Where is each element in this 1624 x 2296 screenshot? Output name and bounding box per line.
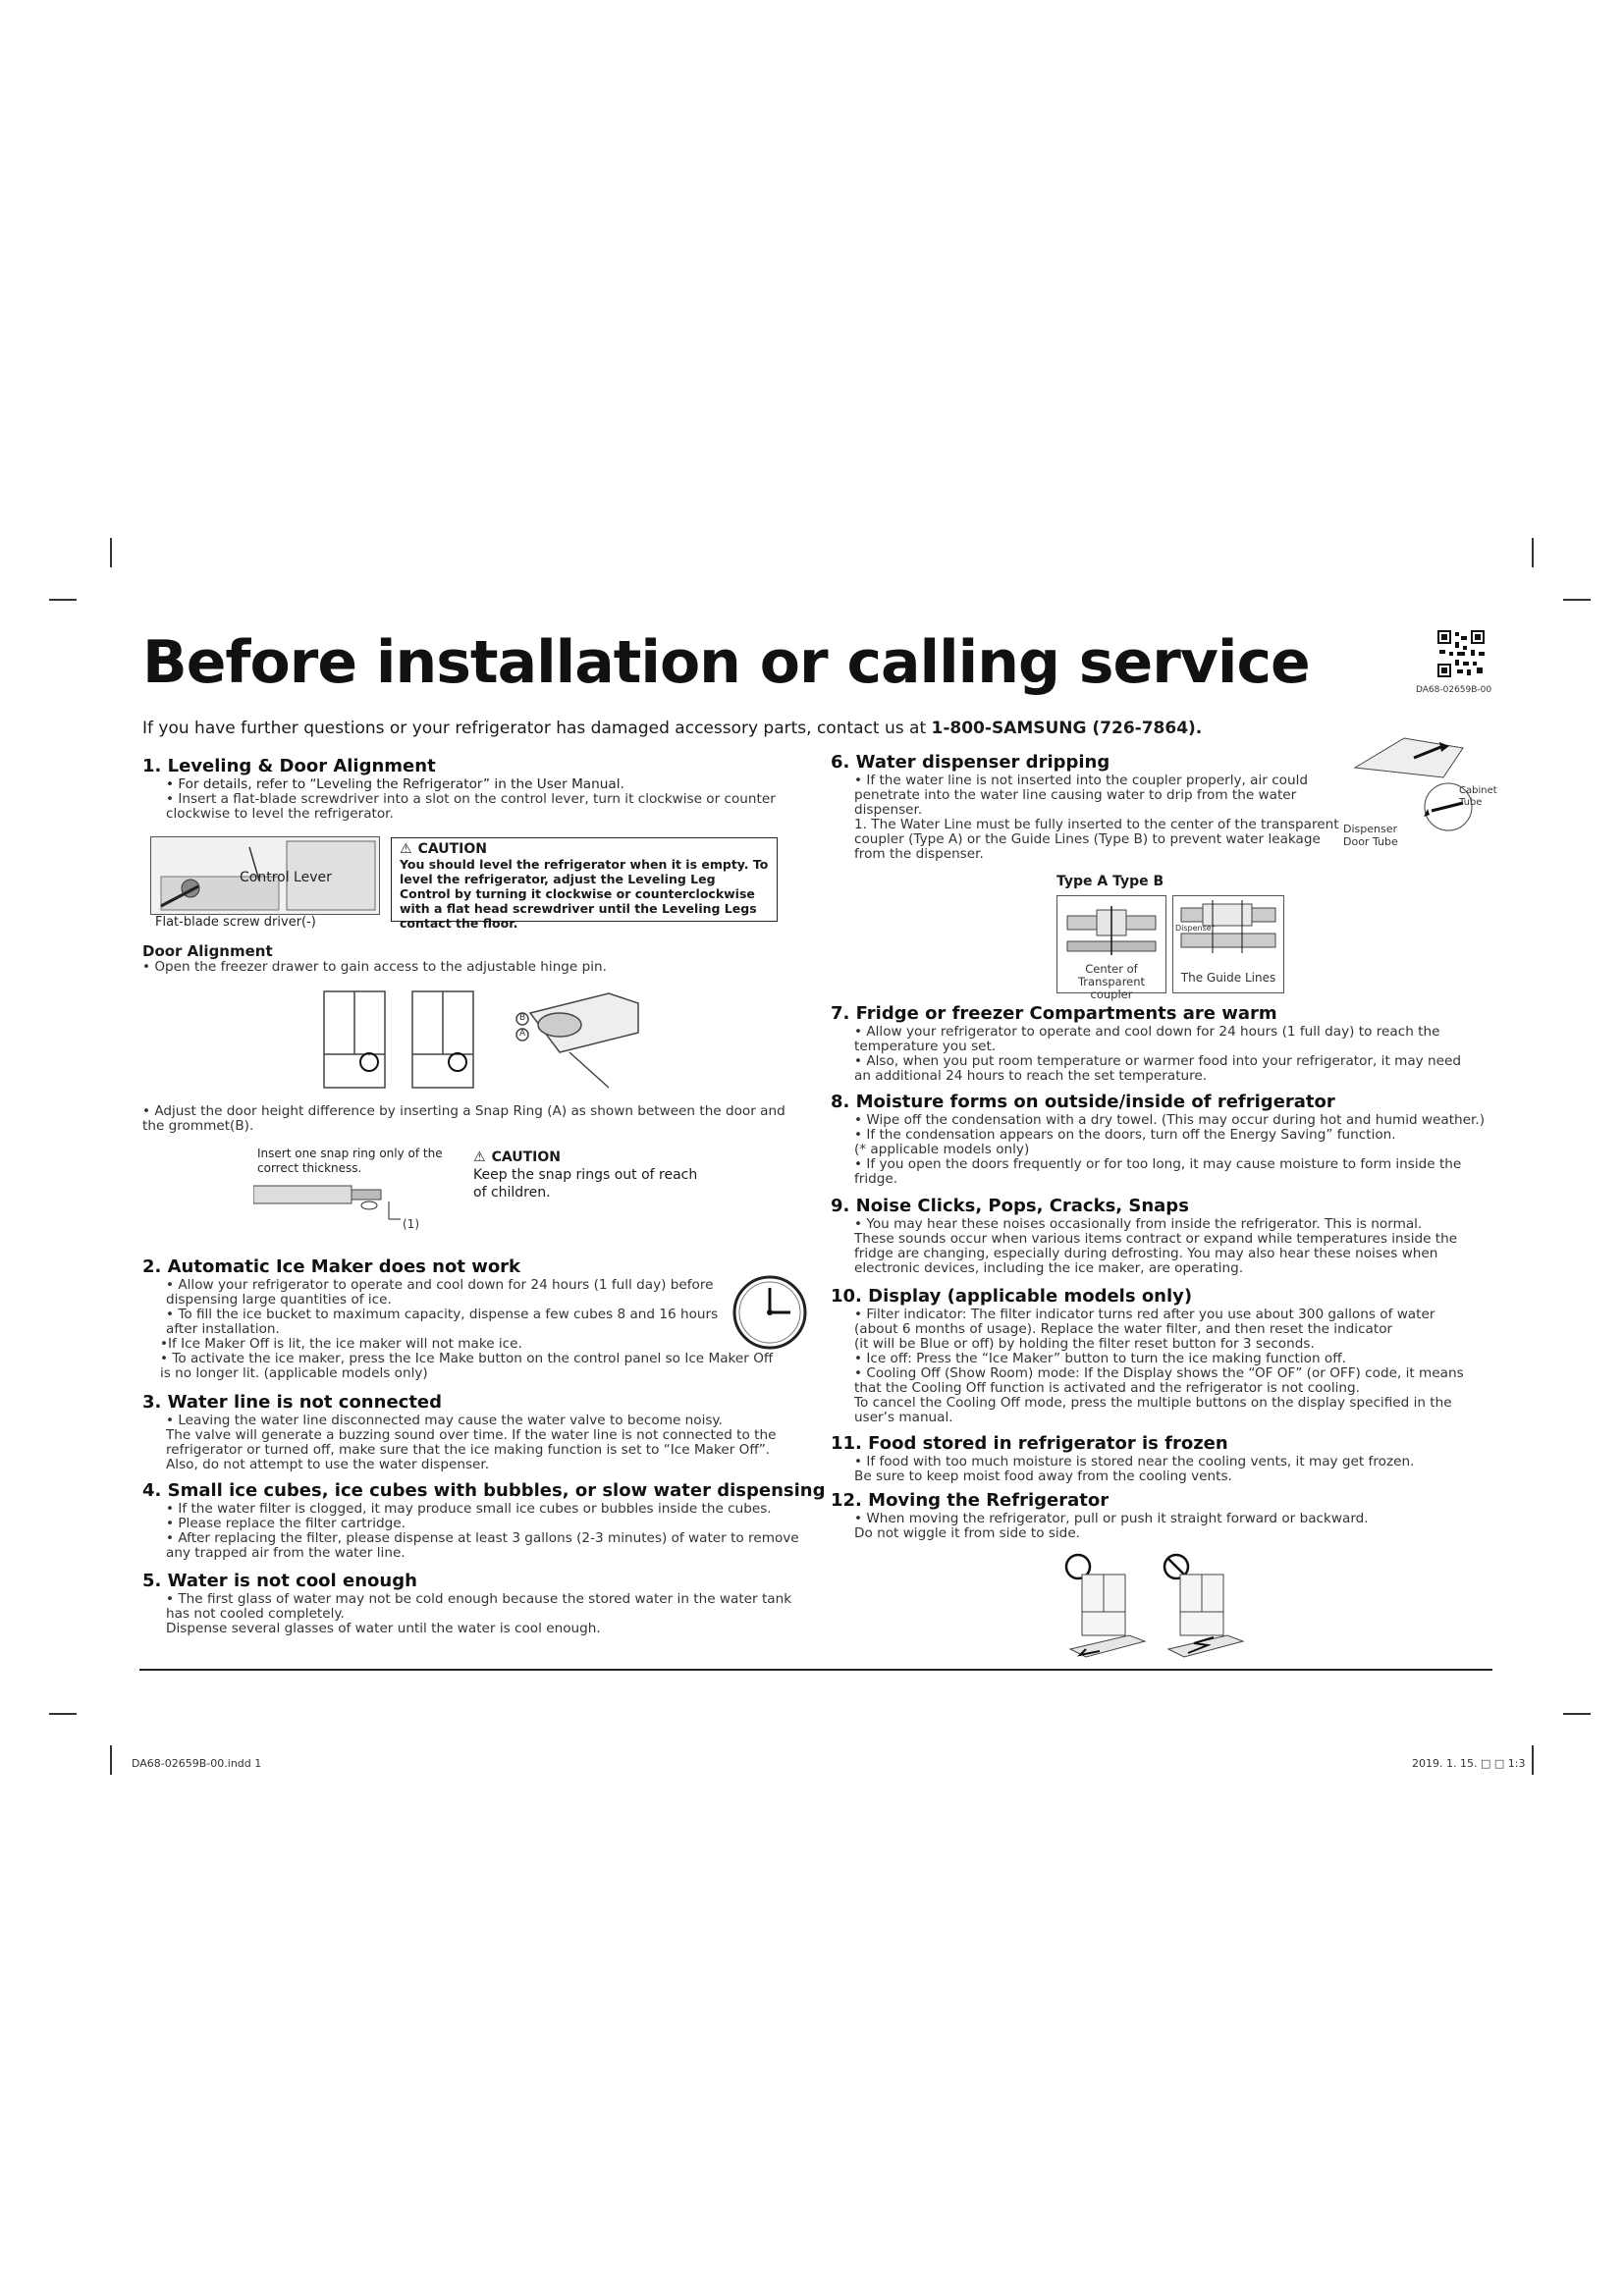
- section-compartments-warm: [831, 1003, 1508, 1084]
- section-heading: 10. Display (applicable models only): [831, 1286, 1193, 1307]
- snap-ring-text: [142, 1104, 810, 1134]
- section-water-line: [142, 1392, 810, 1472]
- text-line: coupler (Type A) or the Guide Lines (Type B) to prevent water leakage: [854, 831, 1321, 847]
- text-line: •If Ice Maker Off is lit, the ice maker will not make ice.: [160, 1336, 522, 1352]
- text-line: dispensing large quantities of ice.: [166, 1292, 392, 1308]
- section-moving: [831, 1490, 1508, 1541]
- cabinet-tube-label: Cabinet Tube: [1459, 785, 1497, 808]
- dispenser-tube-illustration: [1345, 728, 1492, 836]
- intro-prefix: If you have further questions or your refrigerator has damaged accessory parts, contact us at: [142, 719, 932, 738]
- text-line: 1. The Water Line must be fully inserted to the center of the transparent: [854, 817, 1339, 832]
- section-heading: 5. Water is not cool enough: [142, 1571, 417, 1591]
- text-line: user’s manual.: [854, 1410, 953, 1425]
- text-line: Do not wiggle it from side to side.: [854, 1525, 1080, 1541]
- text-line: electronic devices, including the ice maker, are operating.: [854, 1260, 1244, 1276]
- crop-mark: [49, 1713, 77, 1715]
- door-alignment-illustration: [314, 984, 648, 1092]
- text-line: • For details, refer to “Leveling the Refrigerator” in the User Manual.: [166, 776, 624, 792]
- text-line: penetrate into the water line causing water to drip from the water: [854, 787, 1297, 803]
- text-line: • Please replace the filter cartridge.: [166, 1516, 406, 1531]
- caution-heading: ⚠ CAUTION: [400, 841, 487, 857]
- section-small-ice: [142, 1480, 826, 1561]
- text-line: • Open the freezer drawer to gain access to the adjustable hinge pin.: [142, 959, 607, 975]
- footer-timestamp: 2019. 1. 15. □ □ 1:3: [1412, 1757, 1526, 1770]
- screwdriver-label: Flat-blade screw driver(-): [155, 915, 316, 930]
- divider: [139, 1669, 1492, 1671]
- dispenser-door-tube-label: Dispenser Door Tube: [1343, 823, 1398, 848]
- type-labels: Type A Type B: [1056, 874, 1164, 889]
- text-line: To cancel the Cooling Off mode, press the multiple buttons on the display specified in the: [854, 1395, 1452, 1411]
- caution-2: [473, 1148, 709, 1201]
- clock-icon: [731, 1274, 808, 1351]
- text-line: • If the condensation appears on the doors, turn off the Energy Saving” function.: [854, 1127, 1396, 1143]
- text-line: from the dispenser.: [854, 846, 984, 862]
- section-heading: 12. Moving the Refrigerator: [831, 1490, 1110, 1511]
- text-line: • If the water filter is clogged, it may produce small ice cubes or bubbles inside the cubes.: [166, 1501, 772, 1517]
- text-line: • After replacing the filter, please dispense at least 3 gallons (2-3 minutes) of water to remove: [166, 1530, 799, 1546]
- section-heading: 2. Automatic Ice Maker does not work: [142, 1256, 521, 1277]
- text-line: the grommet(B).: [142, 1118, 254, 1134]
- type-b-caption: The Guide Lines: [1180, 971, 1276, 985]
- moving-refrigerator-illustration: [1060, 1551, 1247, 1661]
- section-heading: 9. Noise Clicks, Pops, Cracks, Snaps: [831, 1196, 1189, 1216]
- section-heading: 7. Fridge or freezer Compartments are warm: [831, 1003, 1277, 1024]
- caution-text: You should level the refrigerator when it is empty. To level the refrigerator, adjust the Leveling Leg Control by turning it clockwise or counterclockwise with a flat head screwdriver until the Leveling Legs contact the floor.: [400, 857, 769, 931]
- text-line: • Wipe off the condensation with a dry towel. (This may occur during hot and humid weather.): [854, 1112, 1486, 1128]
- warning-icon: ⚠: [473, 1149, 486, 1165]
- text-line: • If you open the doors frequently or for too long, it may cause moisture to form inside the: [854, 1156, 1462, 1172]
- type-a-caption: Center of Transparent coupler: [1077, 962, 1146, 1001]
- text-line: • If food with too much moisture is stored near the cooling vents, it may get frozen.: [854, 1454, 1415, 1469]
- section-dispenser-dripping: [831, 752, 1341, 862]
- text-line: an additional 24 hours to reach the set temperature.: [854, 1068, 1208, 1084]
- text-line: • Also, when you put room temperature or warmer food into your refrigerator, it may need: [854, 1053, 1462, 1069]
- text-line: any trapped air from the water line.: [166, 1545, 406, 1561]
- dispenser-small-label: Dispenser: [1175, 924, 1215, 933]
- text-line: Be sure to keep moist food away from the cooling vents.: [854, 1468, 1232, 1484]
- text-line: that the Cooling Off function is activated and the refrigerator is not cooling.: [854, 1380, 1360, 1396]
- crop-mark: [110, 538, 112, 567]
- hinge-label-b: B: [519, 1013, 526, 1023]
- crop-mark: [1532, 538, 1534, 567]
- text-line: clockwise to level the refrigerator.: [166, 806, 394, 822]
- section-water-cool: [142, 1571, 820, 1636]
- type-a-figure: [1056, 895, 1166, 1001]
- section-ice-maker: [142, 1256, 810, 1381]
- caution-text: Keep the snap rings out of reach of children.: [473, 1167, 698, 1201]
- text-line: refrigerator or turned off, make sure that the ice making function is set to “Ice Maker Off”.: [166, 1442, 771, 1458]
- text-line: • Ice off: Press the “Ice Maker” button to turn the ice making function off.: [854, 1351, 1346, 1366]
- left-column: [142, 756, 810, 822]
- door-alignment: [142, 942, 810, 975]
- text-line: fridge.: [854, 1171, 898, 1187]
- crop-mark: [1532, 1745, 1534, 1775]
- hinge-label-a: A: [519, 1029, 526, 1039]
- text-line: • The first glass of water may not be cold enough because the stored water in the water tank: [166, 1591, 792, 1607]
- snap-ring-note: Insert one snap ring only of the correct thickness.: [257, 1147, 443, 1175]
- text-line: (* applicable models only): [854, 1142, 1030, 1157]
- text-line: • You may hear these noises occasionally from inside the refrigerator. This is normal.: [854, 1216, 1423, 1232]
- crop-mark: [49, 599, 77, 601]
- section-heading: 11. Food stored in refrigerator is frozen: [831, 1433, 1228, 1454]
- text-line: • To fill the ice bucket to maximum capacity, dispense a few cubes 8 and 16 hours: [166, 1307, 719, 1322]
- text-line: • Adjust the door height difference by inserting a Snap Ring (A) as shown between the door and: [142, 1103, 785, 1119]
- section-heading: 4. Small ice cubes, ice cubes with bubbles, or slow water dispensing: [142, 1480, 826, 1501]
- text-line: • Filter indicator: The filter indicator turns red after you use about 300 gallons of water: [854, 1307, 1435, 1322]
- text-line: • Allow your refrigerator to operate and cool down for 24 hours (1 full day) before: [166, 1277, 714, 1293]
- door-alignment-heading: Door Alignment: [142, 942, 273, 960]
- section-leveling: [142, 756, 810, 822]
- coupler-type-a-illustration: [1057, 896, 1165, 959]
- text-line: • When moving the refrigerator, pull or push it straight forward or backward.: [854, 1511, 1369, 1526]
- crop-mark: [1563, 599, 1591, 601]
- text-line: dispenser.: [854, 802, 923, 818]
- crop-mark: [110, 1745, 112, 1775]
- fridge-drawing: [324, 991, 638, 1088]
- text-line: (it will be Blue or off) by holding the filter reset button for 3 seconds.: [854, 1336, 1315, 1352]
- qr-code-icon: [1435, 628, 1487, 679]
- text-line: temperature you set.: [854, 1039, 997, 1054]
- section-heading: 8. Moisture forms on outside/inside of refrigerator: [831, 1092, 1335, 1112]
- section-moisture: [831, 1092, 1508, 1187]
- text-line: after installation.: [166, 1321, 280, 1337]
- support-phone: 1-800-SAMSUNG (726-7864).: [931, 719, 1203, 738]
- text-line: is no longer lit. (applicable models only): [160, 1365, 428, 1381]
- text-line: (about 6 months of usage). Replace the water filter, and then reset the indicator: [854, 1321, 1393, 1337]
- text-line: • Leaving the water line disconnected may cause the water valve to become noisy.: [166, 1413, 723, 1428]
- intro-text: [142, 719, 1202, 738]
- page-title: Before installation or calling service: [142, 628, 1310, 697]
- section-noise: [831, 1196, 1508, 1276]
- text-line: • To activate the ice maker, press the Ice Make button on the control panel so Ice Maker Off: [160, 1351, 774, 1366]
- text-line: has not cooled completely.: [166, 1606, 345, 1622]
- caution-box: [391, 837, 778, 931]
- section-heading: 6. Water dispenser dripping: [831, 752, 1110, 773]
- section-food-frozen: [831, 1433, 1508, 1484]
- caution-heading: ⚠ CAUTION: [473, 1149, 561, 1165]
- control-lever-label: Control Lever: [240, 870, 332, 885]
- text-line: • Insert a flat-blade screwdriver into a slot on the control lever, turn it clockwise or counter: [166, 791, 776, 807]
- text-line: • If the water line is not inserted into the coupler properly, air could: [854, 773, 1309, 788]
- type-b-figure: [1172, 895, 1284, 993]
- text-line: Dispense several glasses of water until the water is cool enough.: [166, 1621, 601, 1636]
- text-line: • Cooling Off (Show Room) mode: If the Display shows the “OF OF” (or OFF) code, it means: [854, 1365, 1464, 1381]
- text-line: Also, do not attempt to use the water dispenser.: [166, 1457, 490, 1472]
- text-line: The valve will generate a buzzing sound over time. If the water line is not connected to the: [166, 1427, 777, 1443]
- text-line: fridge are changing, especially during defrosting. You may also hear these noises when: [854, 1246, 1438, 1261]
- section-display: [831, 1286, 1508, 1425]
- section-heading: 1. Leveling & Door Alignment: [142, 756, 436, 776]
- text-line: • Allow your refrigerator to operate and cool down for 24 hours (1 full day) to reach the: [854, 1024, 1440, 1040]
- snap-ring-number: (1): [403, 1217, 419, 1231]
- qr-code-label: DA68-02659B-00: [1416, 685, 1492, 695]
- warning-icon: ⚠: [400, 841, 412, 857]
- footer-file-name: DA68-02659B-00.indd 1: [132, 1757, 262, 1770]
- text-line: These sounds occur when various items contract or expand while temperatures inside the: [854, 1231, 1458, 1247]
- crop-mark: [1563, 1713, 1591, 1715]
- section-heading: 3. Water line is not connected: [142, 1392, 443, 1413]
